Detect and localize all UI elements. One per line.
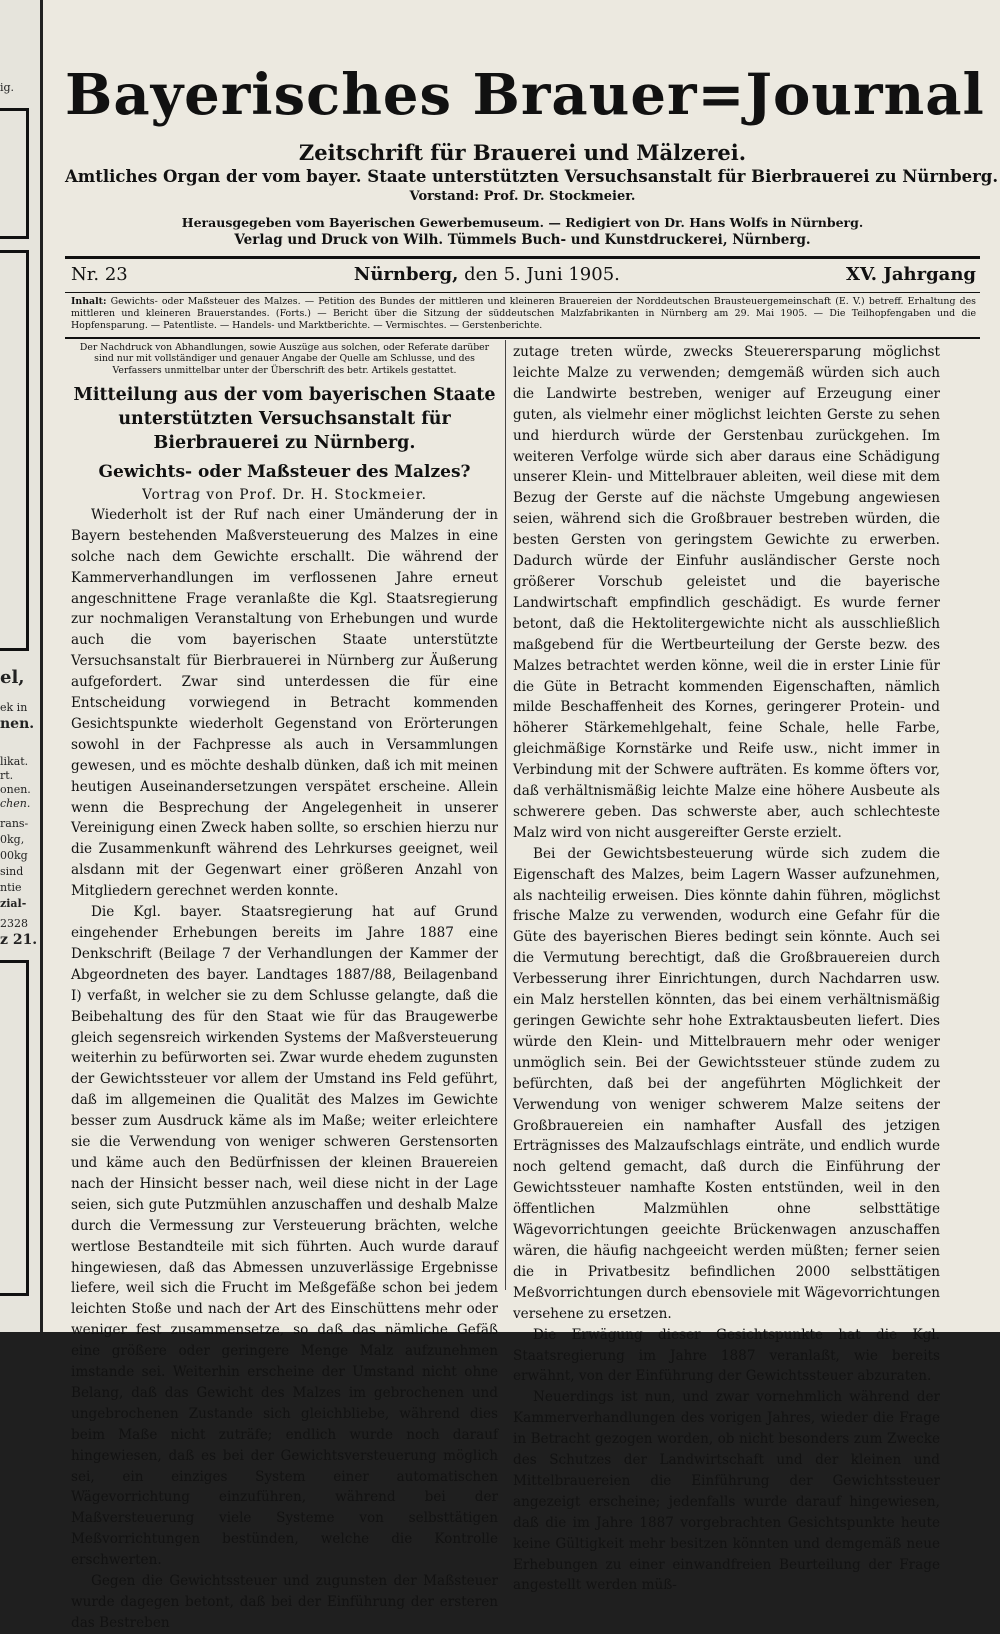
spine-fragment: ig. bbox=[0, 81, 15, 94]
publisher-line: Herausgegeben vom Bayerischen Gewerbemuseum. — Redigiert von Dr. Hans Wolfs in Nürnberg. bbox=[181, 215, 864, 230]
paragraph: Gegen die Gewichtssteuer und zugunsten der Maßsteuer wurde dagegen betont, daß bei der Einführung der ersteren das Bestreben bbox=[71, 1573, 498, 1631]
spine-frame bbox=[0, 108, 29, 239]
article-heading: Mitteilung aus der vom bayerischen Staate unterstützten Versuchsanstalt für Bierbrauerei zu Nürnberg. bbox=[73, 384, 496, 453]
spine-fragment: ek in bbox=[0, 701, 28, 714]
issue-rule bbox=[65, 292, 980, 293]
adjacent-page-edge bbox=[0, 0, 43, 1332]
spine-fragment: sind bbox=[0, 865, 24, 878]
paragraph: Wiederholt ist der Ruf nach einer Umänderung der in Bayern bestehenden Maßversteuerung des Malzes in eine solche nach dem Gewichte erschallt. Die während der Kammerverhandlungen im verflossenen Jahre erneut angeschnittene Frage veranlaßte die Kgl. Staatsregierung zur nochmaligen Veranstaltung von Erhebungen und wurde auch die vom bayerischen Staate unterstützte Versuchsanstalt für Bierbrauerei in Nürnberg zur Äußerung aufgefordert. Zwar sind unterdessen die für eine Entscheidung vorwiegend in Betracht kommenden Gesichtspunkte wiederholt Gegenstand von Erörterungen sowohl in der Fachpresse als auch in Versammlungen gewesen, und es möchte deshalb dünken, daß ich mit meinen heutigen Auseinandersetzungen verspätet erscheine. Allein wenn die Besprechung der Angelegenheit in unserer Vereinigung einen Zweck haben sollte, so erschien hierzu nur die Zusammenkunft während des Lehrkurses geeignet, weil alsdann mit der Gegenwart einer größeren Anzahl von Mitgliedern gerechnet werden konnte. bbox=[71, 506, 498, 900]
spine-fragment: ntie bbox=[0, 881, 22, 894]
contents-text: Gewichts- oder Maßsteuer des Malzes. — Petition des Bundes der mittleren und kleineren Brauereien der Norddeutschen Brausteuergemeinschaft (E. V.) betreff. Erhaltung des mittleren und kleineren Brauerstandes. (Forts.) — Bericht über die Sitzung der süddeutschen Malzfabrikanten in Nürnberg am 29. Mai 1905. — Die Teilhopfengaben und die Hopfensparung. — Patentliste. — Handels- und Marktberichte. — Vermischtes. — Gerstenberichte. bbox=[71, 296, 976, 331]
spine-fragment: nen. bbox=[0, 716, 35, 732]
spine-frame bbox=[0, 250, 29, 651]
board-line: Vorstand: Prof. Dr. Stockmeier. bbox=[409, 189, 636, 204]
left-column bbox=[71, 342, 498, 1634]
spine-fragment: chen. bbox=[0, 797, 31, 810]
spine-fragment: onen. bbox=[0, 783, 31, 796]
contents-rule bbox=[65, 337, 980, 339]
article-byline: Vortrag von Prof. Dr. H. Stockmeier. bbox=[142, 486, 427, 503]
reprint-notice: Der Nachdruck von Abhandlungen, sowie Auszüge aus solchen, oder Referate darüber sind nur mit vollständiger und genauer Angabe der Quelle am Schlusse, und des Verfassers unmittelbar unter der Überschrift des betr. Artikels gestattet. bbox=[79, 342, 490, 376]
article-title: Gewichts- oder Maßsteuer des Malzes? bbox=[98, 461, 471, 482]
spine-fragment: z 21. bbox=[0, 932, 38, 948]
issue-date: den 5. Juni 1905. bbox=[464, 264, 620, 285]
official-organ-line: Amtliches Organ der vom bayer. Staate unterstützten Versuchsanstalt für Bierbrauerei zu Nürnberg. bbox=[65, 167, 999, 186]
issue-dateline bbox=[354, 264, 620, 285]
issue-volume: XV. Jahrgang bbox=[846, 264, 976, 285]
newspaper-page bbox=[43, 0, 1000, 1631]
paragraph: Die Erwägung dieser Gesichtspunkte hat die Kgl. Staatsregierung im Jahre 1887 veranlaßt, wie bereits erwähnt, von der Einführung der Gewichtssteuer abzuraten. bbox=[513, 1326, 940, 1385]
spine-fragment: likat. bbox=[0, 755, 29, 768]
issue-place: Nürnberg, bbox=[353, 264, 459, 285]
table-of-contents bbox=[71, 296, 976, 331]
contents-label: Inhalt: bbox=[71, 296, 107, 307]
spine-fragment: zial- bbox=[0, 897, 27, 910]
paragraph: Die Kgl. bayer. Staatsregierung hat auf Grund eingehender Erhebungen bereits im Jahre 1887 eine Denkschrift (Beilage 7 der Verhandlungen der Kammer der Abgeordneten des bayer. Landtages 1887/88, Beilagenband I) verfaßt, in welcher sie zu dem Schlusse gelangte, daß die Beibehaltung des für den Staat wie für das Braugewerbe gleich segensreich wirkenden Systems der Maßversteuerung weiterhin zu befürworten sei. Zwar wurde ehedem zugunsten der Gewichtssteuer vor allem der Umstand ins Feld geführt, daß im allgemeinen die Qualität des Malzes im Gewichte besser zum Ausdruck käme als im Maße; weiter erleichtere sie die Verwendung von weniger schweren Gerstensorten und käme auch den Bedürfnissen der kleinen Brauereien nach der Hinsicht besser nach, weil diese nicht in der Lage seien, sich gute Putzmühlen anzuschaffen und deshalb Malze durch die Vermessung zur Versteuerung brächten, welche wertlose Bestandteile mit sich führten. Auch wurde darauf hingewiesen, daß das Abmessen unzuverlässige Ergebnisse liefere, weil sich die Frucht im Meßgefäße schon bei jedem leichten Stoße und nach der Art des Einschüttens mehr oder weniger fest zusammensetze, so daß das nämliche Gefäß eine größere oder geringere Menge Malz aufzunehmen imstande sei. Weiterhin erscheine der Umstand nicht ohne Belang, daß das Gewicht des Malzes im gebrochenen und ungebrochenen Zustande sich gleichbliebe, während dies beim Maße nicht zuträfe; endlich wurde noch darauf hingewiesen, daß es bei der Gewichtsversteuerung möglich sei, ein einziges System einer automatischen Wägevorrichtung einzuführen, während bei der Maßversteuerung viele Systeme von selbsttätigen Meßvorrichtungen bestünden, welche die Kontrolle erschwerten. bbox=[71, 904, 498, 1569]
issue-number: Nr. 23 bbox=[71, 264, 128, 285]
spine-fragment: el, bbox=[0, 667, 25, 688]
right-column bbox=[513, 342, 940, 1596]
paragraph: zutage treten würde, zwecks Steuerersparung möglichst leichte Malze zu verwenden; demgemäß würden sich auch die Landwirte bestreben, weniger auf Erzeugung einer guten, als vielmehr einer möglichst leichten Gerste zu sehen und hierdurch würde der Gerstenbau zurückgehen. Im weiteren Verfolge würde sich aber daraus eine Schädigung unserer Klein- und Mittelbrauer ableiten, weil diese mit dem Bezug der Gerste auf die nächste Umgebung angewiesen seien, während sich die Großbrauer bestreben würden, die besten Gersten von geringstem Gewichte zu erwerben. Dadurch würde der Einfuhr ausländischer Gerste noch größerer Vorschub geleistet und die bayerische Landwirtschaft empfindlich geschädigt. Es wurde ferner betont, daß die Hektolitergewichte nicht als ausschließlich maßgebend für die Wertbeurteilung der Gerste bezw. des Malzes betrachtet werden könne, weil die in erster Linie für die Güte in Betracht kommenden Eigenschaften, nämlich milde Beschaffenheit des Kornes, geringerer Protein- und höherer Stärkemehlgehalt, feine Schale, helle Farbe, gleichmäßige Kornstärke und Reife usw., nicht immer in Verbindung mit der Schwere aufträten. Es komme öfters vor, daß verhältnismäßig leichte Malze eine höhere Ausbeute als schwerere geben. Das schwerste aber, auch schlechteste Malz wird von nicht ausgereifter Gerste erzielt. bbox=[513, 344, 940, 841]
spine-frame bbox=[0, 960, 29, 1296]
spine-fragment: rans- bbox=[0, 817, 29, 830]
spine-fragment: rt. bbox=[0, 769, 14, 782]
spine-fragment: 00kg bbox=[0, 849, 28, 862]
masthead bbox=[65, 60, 999, 249]
paragraph: Neuerdings ist nun, und zwar vornehmlich während der Kammerverhandlungen des vorigen Jahres, wieder die Frage in Betracht gezogen worden, ob nicht besonders zum Zwecke des Schutzes der Landwirtschaft und der kleinen und Mittelbrauereien die Einführung der Gewichtssteuer angezeigt erscheine; jedenfalls wurde darauf hingewiesen, daß die im Jahre 1887 vorgebrachten Gesichtspunkte heute keine Gültigkeit mehr besitzen könnten und demgemäß neue Erhebungen zu einer einwandfreien Beurteilung der Frage angestellt werden müß- bbox=[513, 1389, 940, 1594]
column-divider bbox=[505, 340, 506, 1290]
paragraph: Bei der Gewichtsbesteuerung würde sich zudem die Eigenschaft des Malzes, beim Lagern Wasser aufzunehmen, als nachteilig erweisen. Dies könnte dahin führen, möglichst frische Malze zu verwenden, wodurch eine Gefahr für die Güte des bayerischen Bieres bedingt sein könnte. Auch sei die Vermutung berechtigt, daß die Großbrauereien durch Verbesserung ihrer Einrichtungen, durch Nachdarren usw. ein Malz herstellen könnten, das bei einem verhältnismäßig geringen Gewichte sehr hohe Extraktausbeuten liefert. Dies würde den Klein- und Mittelbrauern mehr oder weniger unmöglich sein. Bei der Gewichtssteuer stünde zudem zu befürchten, daß bei der angeführten Möglichkeit der Verwendung von weniger schwerem Malze seitens der Großbrauereien ein namhafter Ausfall des jetzigen Erträgnisses des Malzaufschlags einträte, und endlich wurde noch geltend gemacht, daß durch die Einführung der Gewichtssteuer namhafte Kosten entstünden, weil in den öffentlichen Malzmühlen ohne selbsttätige Wägevorrichtungen geeichte Brückenwagen anzuschaffen wären, die häufig nachgeeicht werden müßten; ferner seien die in Privatbesitz befindlichen 2000 selbsttätigen Meßvorrichtungen durch ebensoviele mit Wägevorrichtungen versehene zu ersetzen. bbox=[513, 845, 940, 1322]
printer-line: Verlag und Druck von Wilh. Tümmels Buch- und Kunstdruckerei, Nürnberg. bbox=[234, 232, 811, 248]
journal-subtitle: Zeitschrift für Brauerei und Mälzerei. bbox=[298, 140, 747, 165]
spine-fragment: 0kg, bbox=[0, 833, 25, 846]
issue-line bbox=[71, 264, 976, 290]
masthead-rule bbox=[65, 256, 980, 259]
spine-fragment: 2328 bbox=[0, 917, 28, 930]
journal-title: Bayerisches Brauer=Journal bbox=[65, 62, 985, 128]
